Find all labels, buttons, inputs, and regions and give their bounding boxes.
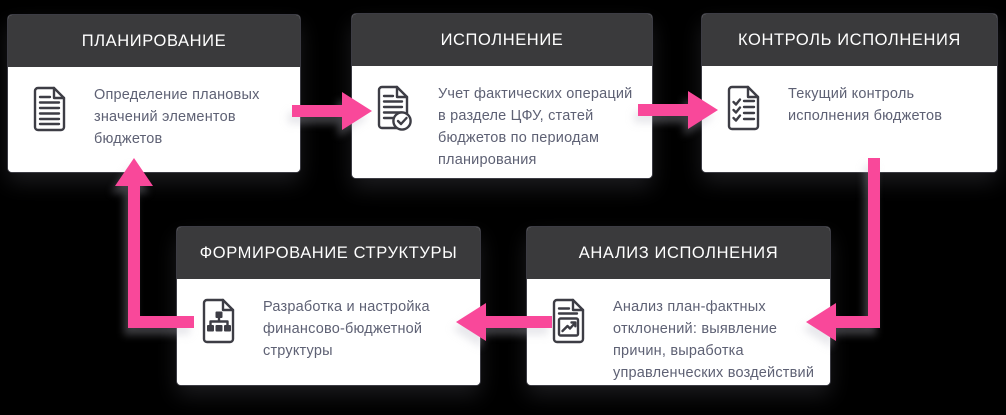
step-title-structure-formation: ФОРМИРОВАНИЕ СТРУКТУРЫ — [177, 227, 480, 279]
step-box-execution-analysis — [527, 227, 830, 385]
step-description-planning: Определение плановых значений элементов бюджетов — [94, 87, 260, 147]
step-box-execution-control — [702, 14, 997, 172]
step-body-structure-formation — [177, 279, 480, 385]
step-title-execution: ИСПОЛНЕНИЕ — [352, 14, 652, 66]
step-box-execution — [352, 14, 652, 178]
step-title-execution-control: КОНТРОЛЬ ИСПОЛНЕНИЯ — [702, 14, 997, 66]
document-check-icon — [375, 85, 413, 131]
document-chart-icon — [550, 298, 588, 344]
document-lines-icon — [31, 86, 69, 132]
step-body-execution — [352, 66, 652, 178]
document-checklist-icon — [725, 85, 763, 131]
step-description-execution-analysis: Анализ план-фактных отклонений: выявление причин, выработка управленческих воздействий — [613, 299, 815, 381]
document-structure-icon — [200, 298, 238, 344]
step-description-structure-formation: Разработка и настройка финансово-бюджетной структуры — [263, 299, 430, 359]
step-box-planning — [8, 15, 300, 172]
step-box-structure-formation — [177, 227, 480, 385]
step-description-execution-control: Текущий контроль исполнения бюджетов — [788, 86, 943, 124]
step-body-execution-analysis — [527, 279, 830, 385]
step-title-planning: ПЛАНИРОВАНИЕ — [8, 15, 300, 67]
step-body-planning — [8, 67, 300, 172]
step-title-execution-analysis: АНАЛИЗ ИСПОЛНЕНИЯ — [527, 227, 830, 279]
step-body-execution-control — [702, 66, 997, 172]
step-description-execution: Учет фактических операций в разделе ЦФУ, статей бюджетов по периодам планирования — [438, 86, 633, 168]
